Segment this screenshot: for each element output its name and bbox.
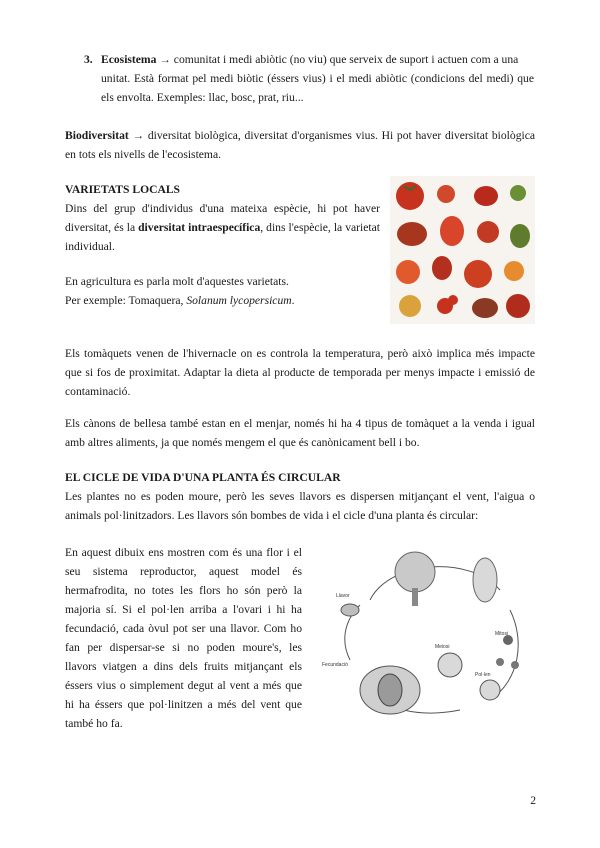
mitosi-label: Mitosi [495, 631, 509, 637]
tomato-varieties-image [390, 176, 535, 324]
item-number: 3. [84, 53, 93, 66]
ecosistema-term: Ecosistema [101, 53, 157, 66]
varietats-heading: VARIETATS LOCALS [65, 183, 181, 196]
cicle-heading: EL CICLE DE VIDA D'UNA PLANTA ÉS CIRCULAR [65, 471, 341, 484]
plant-life-cycle-diagram [310, 540, 536, 718]
canons-paragraph: Els cànons de bellesa també estan en el menjar, només hi ha 4 tipus de tomàquet a la venda i igual amb altres aliments, ja que només mengem el que és canònicament bell i bo. [65, 417, 535, 449]
biodiversitat-term: Biodiversitat [65, 129, 129, 142]
agricultura-line: En agricultura es parla molt d'aquestes varietats. [65, 275, 289, 288]
seed-icon [341, 604, 359, 616]
biodiversitat-paragraph: Biodiversitat → diversitat biològica, diversitat d'organismes vius. Hi pot haver diversitat biològica en tots els nivells de l'ecosistema. [65, 129, 535, 161]
exemple-line: Per exemple: Tomaquera, Solanum lycopersicum. [65, 294, 295, 307]
page-number: 2 [530, 794, 536, 807]
meiosi-label: Meiosi [435, 644, 450, 650]
polen-label: Pol·len [475, 672, 491, 678]
ecosistema-def-rest: unitat. Està format pel medi biòtic (éssers vius) i el medi abiòtic (condicions del medi) que els envolta. Exemples: llac, bosc, prat, riu... [101, 72, 534, 104]
cicle-intro-paragraph: Les plantes no es poden moure, però les seves llavors es dispersen mitjançant el vent, l'aigua o animals pol·linitzadors. Les llavors són bombes de vida i el cicle d'una planta és circular: [65, 490, 535, 522]
tomaquets-paragraph: Els tomàquets venen de l'hivernacle on es controla la temperatura, però això implica més impacte que si fos de proximitat. Adaptar la dieta al producte de temporada per menys impacte i emissió de contaminació. [65, 347, 535, 398]
ecosistema-item: 3. Ecosistema → comunitat i medi abiòtic (no viu) que serveix de suport i actuen com a una unitat. Està format pel medi biòtic (éssers vius) i el medi abiòtic (condicions del medi) que els envolta. Exemples: llac, bosc, prat, riu... [84, 50, 534, 107]
intraespecifica-term: diversitat intraespecífica [138, 221, 261, 234]
biodiversitat-def: diversitat biològica, diversitat d'organismes vius. Hi pot haver diversitat biològica en tots els nivells de l'ecosistema. [65, 129, 535, 161]
seed-label: Llavor [336, 593, 350, 599]
species-name: Solanum lycopersicum [186, 294, 292, 307]
dibuix-paragraph: En aquest dibuix ens mostren com és una flor i el seu sistema reproductor, aquest model és hermafrodita, no totes les flors ho són però la majoria sí. Si el pol·len arriba a l'ovari i hi ha fecundació, cada òvul pot ser una llavor. Com ho fan per dispersar-se si no poden moure's, les llavors viatgen a dins dels fruits mitjançant els éssers vius o simplement degut al vent a més que hi ha éssers que pol·linitzen a més del vent que també ho fa. [65, 546, 302, 730]
varietats-paragraph: Dins del grup d'individus d'una mateixa espècie, hi pot haver diversitat, és la diversitat intraespecífica, dins l'espècie, la varietat individual. [65, 202, 380, 253]
fecundacio-label: Fecundació [322, 662, 348, 668]
ecosistema-def-line1: comunitat i medi abiòtic (no viu) que serveix de suport i actuen com a una [173, 53, 519, 66]
